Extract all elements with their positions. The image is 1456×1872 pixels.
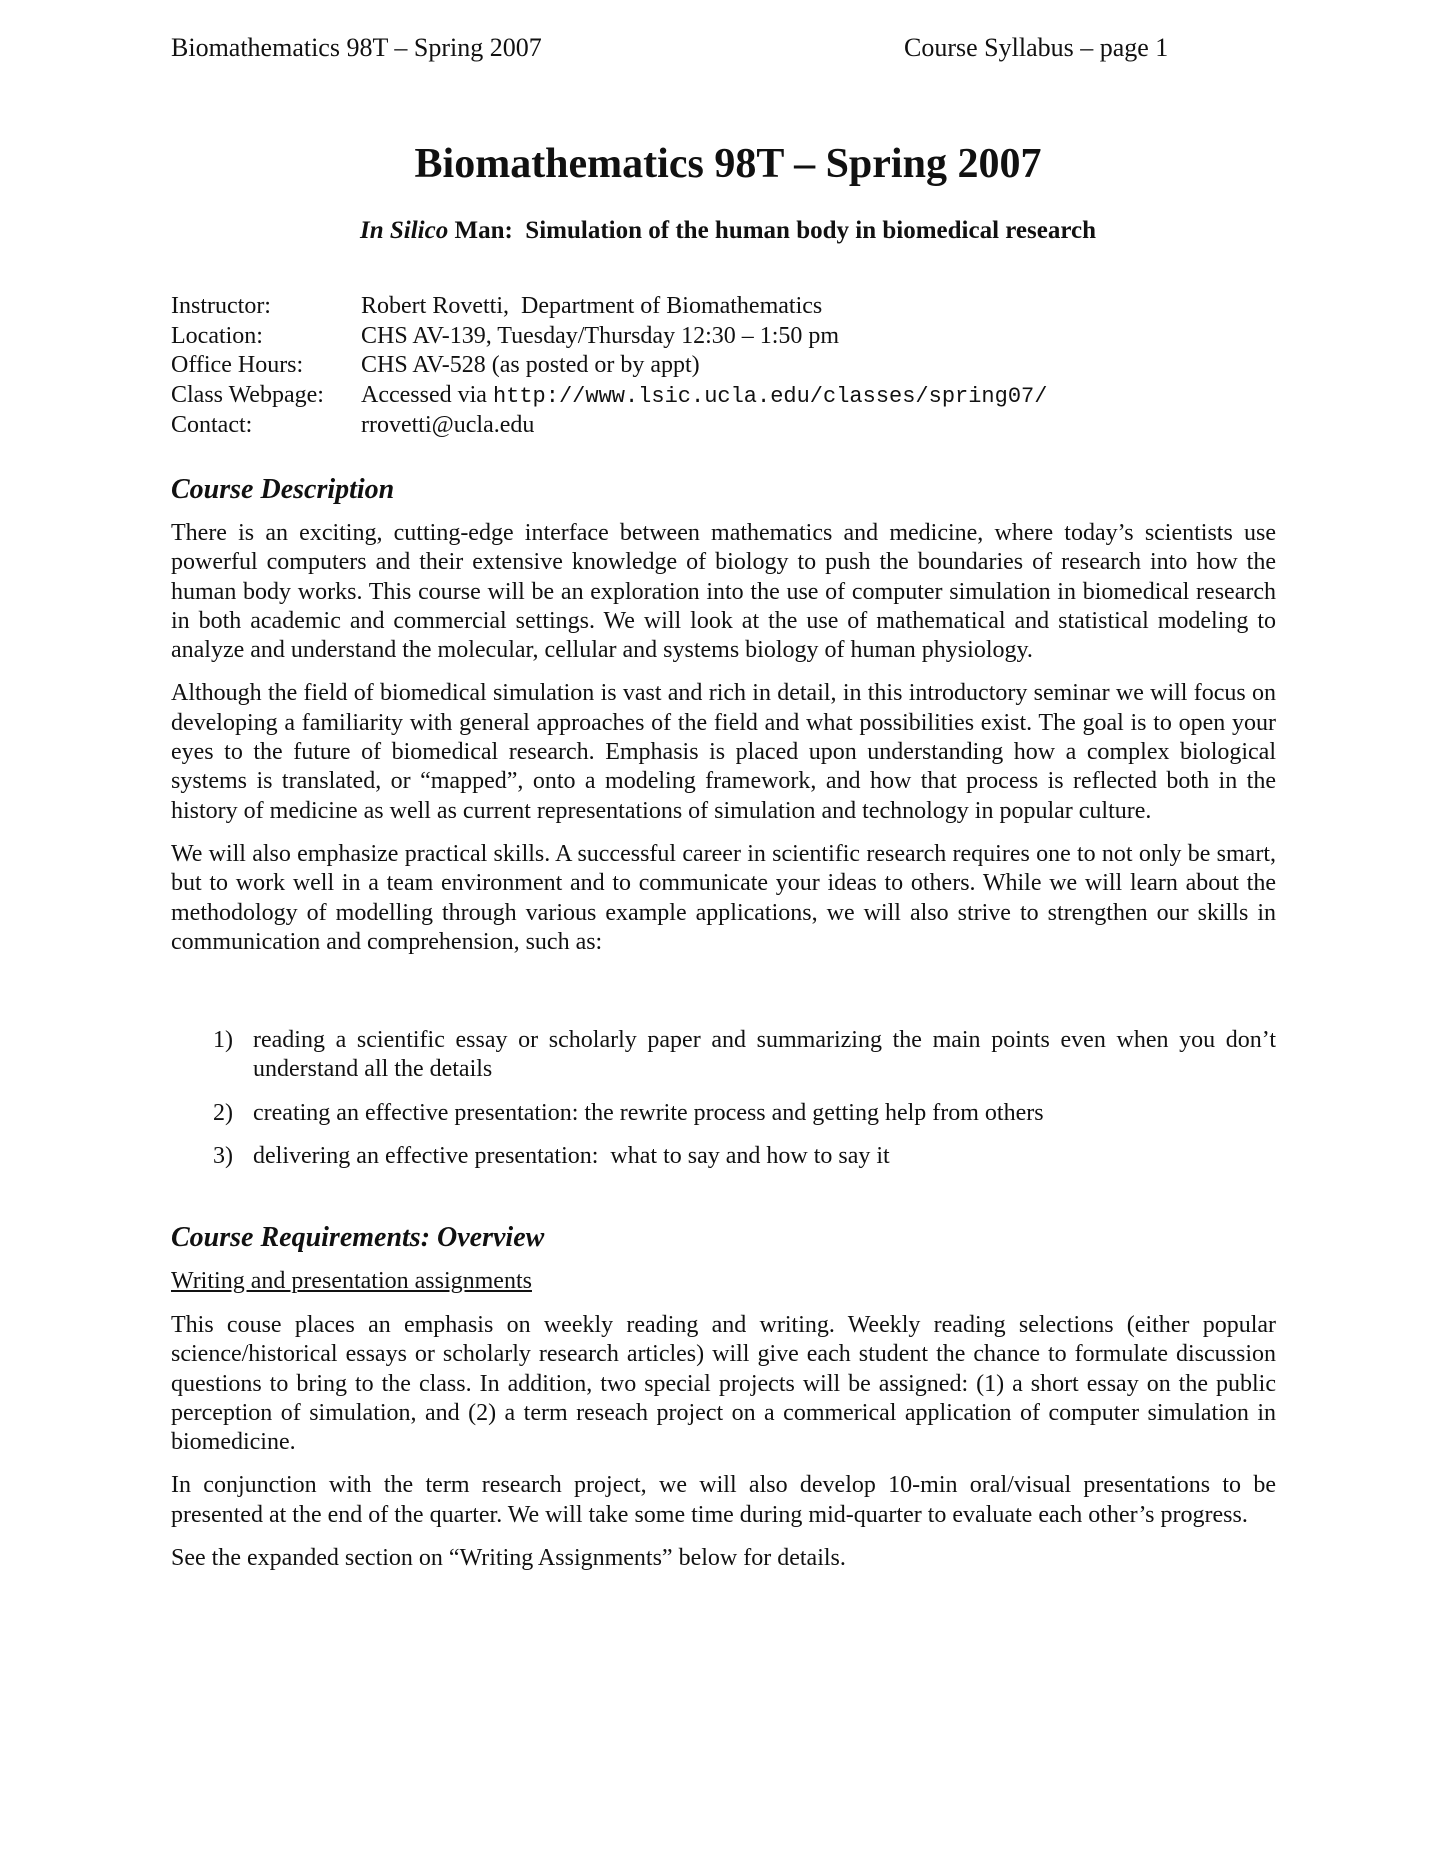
description-paragraph: We will also emphasize practical skills. A successful career in scientific research requires one to not only be smart, but to work well in a team environment and to communicate your ideas to others. While we will learn about the methodology of modelling through various example applications, we will also strive to strengthen our skills in communication and comprehension, such as: bbox=[171, 840, 1276, 955]
contact-label: Contact: bbox=[171, 412, 253, 438]
subtitle-rest: Man: Simulation of the human body in biomedical research bbox=[448, 217, 1096, 244]
list-number: 3) bbox=[213, 1142, 233, 1169]
skills-list bbox=[171, 1026, 1276, 1185]
header-page-label: Course Syllabus – page 1 bbox=[904, 33, 1169, 62]
contact-email: rrovetti@ucla.edu bbox=[361, 412, 535, 438]
course-requirements-body bbox=[171, 1311, 1276, 1587]
webpage-value bbox=[361, 381, 1047, 412]
list-text: reading a scientific essay or scholarly paper and summarizing the main points even when you don’t understand all the details bbox=[253, 1027, 1276, 1083]
description-paragraph: There is an exciting, cutting-edge interface between mathematics and medicine, where today’s scientists use powerful computers and their extensive knowledge of biology to push the boundaries of research into how the human body works. This course will be an exploration into the use of computer simulation in biomedical research in both academic and commercial settings. We will look at the use of mathematical and statistical modeling to analyze and understand the molecular, cellular and systems biology of human physiology. bbox=[171, 520, 1276, 664]
webpage-label: Class Webpage: bbox=[171, 381, 324, 408]
list-item bbox=[171, 1099, 1276, 1128]
instructor-label: Instructor: bbox=[171, 293, 271, 319]
instructor-value: Robert Rovetti, Department of Biomathematics bbox=[361, 293, 823, 319]
course-requirements-heading: Course Requirements: Overview bbox=[171, 1222, 545, 1253]
writing-assignments-subheading: Writing and presentation assignments bbox=[171, 1268, 532, 1294]
office-hours-label: Office Hours: bbox=[171, 352, 304, 378]
list-item bbox=[171, 1026, 1276, 1085]
page-title: Biomathematics 98T – Spring 2007 bbox=[414, 141, 1042, 187]
location-label: Location: bbox=[171, 322, 263, 349]
info-row-webpage bbox=[171, 381, 1047, 412]
office-hours-value: CHS AV-528 (as posted or by appt) bbox=[361, 352, 700, 378]
info-row-location bbox=[171, 322, 1047, 352]
page-subtitle bbox=[0, 214, 1456, 248]
list-number: 1) bbox=[213, 1027, 233, 1053]
list-item bbox=[171, 1142, 1276, 1171]
header-course: Biomathematics 98T – Spring 2007 bbox=[171, 33, 542, 62]
course-description-heading: Course Description bbox=[171, 474, 395, 505]
info-row-instructor bbox=[171, 292, 1047, 322]
list-text: delivering an effective presentation: what to say and how to say it bbox=[253, 1142, 890, 1169]
location-value: CHS AV-139, Tuesday/Thursday 12:30 – 1:50 pm bbox=[361, 322, 840, 349]
requirements-paragraph: See the expanded section on “Writing Assignments” below for details. bbox=[171, 1545, 846, 1572]
course-description-body bbox=[171, 519, 1276, 971]
requirements-paragraph: In conjunction with the term research project, we will also develop 10-min oral/visual presentations to be presented at the end of the quarter. We will take some time during mid-quarter to evaluate each other’s progress. bbox=[171, 1472, 1276, 1528]
webpage-prefix: Accessed via bbox=[361, 381, 493, 408]
list-text: creating an effective presentation: the rewrite process and getting help from others bbox=[253, 1099, 1044, 1126]
webpage-url: http://www.lsic.ucla.edu/classes/spring07/ bbox=[492, 383, 1048, 409]
info-row-office-hours bbox=[171, 351, 1047, 381]
info-row-contact bbox=[171, 411, 1047, 441]
subtitle-italic: In Silico bbox=[360, 217, 449, 244]
description-paragraph: Although the field of biomedical simulation is vast and rich in detail, in this introductory seminar we will focus on developing a familiarity with general approaches of the field and what possibilities exist. The goal is to open your eyes to the future of biomedical research. Emphasis is placed upon understanding how a complex biological systems is translated, or “mapped”, onto a modeling framework, and how that process is reflected both in the history of medicine as well as current representations of simulation and technology in popular culture. bbox=[171, 680, 1276, 824]
requirements-paragraph: This couse places an emphasis on weekly reading and writing. Weekly reading selections (either popular science/historical essays or scholarly research articles) will give each student the chance to formulate discussion questions to bring to the class. In addition, two special projects will be assigned: (1) a short essay on the public perception of simulation, and (2) a term reseach project on a commerical application of computer simulation in biomedicine. bbox=[171, 1312, 1276, 1456]
course-info-table bbox=[171, 292, 1047, 441]
list-number: 2) bbox=[213, 1099, 233, 1126]
